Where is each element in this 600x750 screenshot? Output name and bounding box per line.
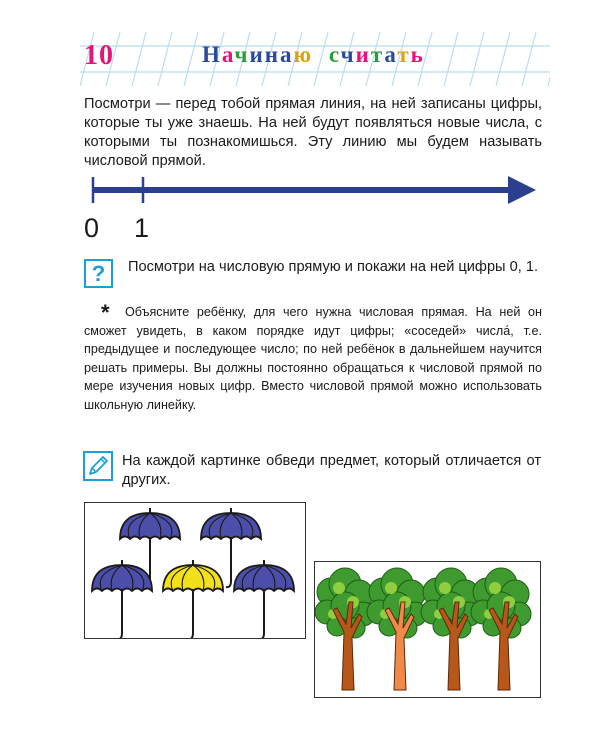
umbrella-4-yellow[interactable]: [163, 560, 223, 638]
task-text: На каждой картинке обведи предмет, который отличается от других.: [122, 453, 541, 488]
tree-4[interactable]: [471, 568, 531, 690]
page-title: Начинаю считать: [202, 42, 425, 67]
umbrella-3[interactable]: [92, 560, 152, 638]
number-line-arrowhead: [508, 176, 536, 204]
parent-note: Объясните ребёнку, для чего нужна числовая прямая. На ней он сможет увидеть, в каком порядке идут цифры; «соседей» числа́, т.е. предыдущее и последующее число; по ней ребёнок в дальнейшем научится решать примеры. Вы должны постоянно обращаться к числовой прямой по мере изучения новых цифр. Вместо числовой прямой можно использовать школьную линейку.: [84, 305, 542, 412]
tree-3[interactable]: [421, 568, 481, 690]
tree-2-light-trunk[interactable]: [367, 568, 427, 690]
number-line-label-0: 0: [84, 213, 100, 243]
tree-picture[interactable]: [314, 561, 541, 698]
pencil-icon: [83, 451, 113, 481]
number-line: [84, 170, 544, 210]
tree-1[interactable]: [315, 568, 375, 690]
umbrella-5[interactable]: [234, 560, 294, 638]
question-icon: ?: [84, 259, 113, 288]
intro-paragraph: Посмотри — перед тобой прямая линия, на ней записаны цифры, которые ты уже знаешь. На ней будут появляться новые числа, с которыми ты познакомишься. Эту линию мы будем называть числовой прямой.: [84, 96, 542, 169]
page-number: 10: [84, 40, 114, 71]
umbrella-picture[interactable]: [84, 502, 306, 639]
question-text: Посмотри на числовую прямую и покажи на ней цифры 0, 1.: [128, 259, 539, 275]
note-star-icon: *: [101, 300, 110, 325]
number-line-label-1: 1: [134, 213, 150, 243]
